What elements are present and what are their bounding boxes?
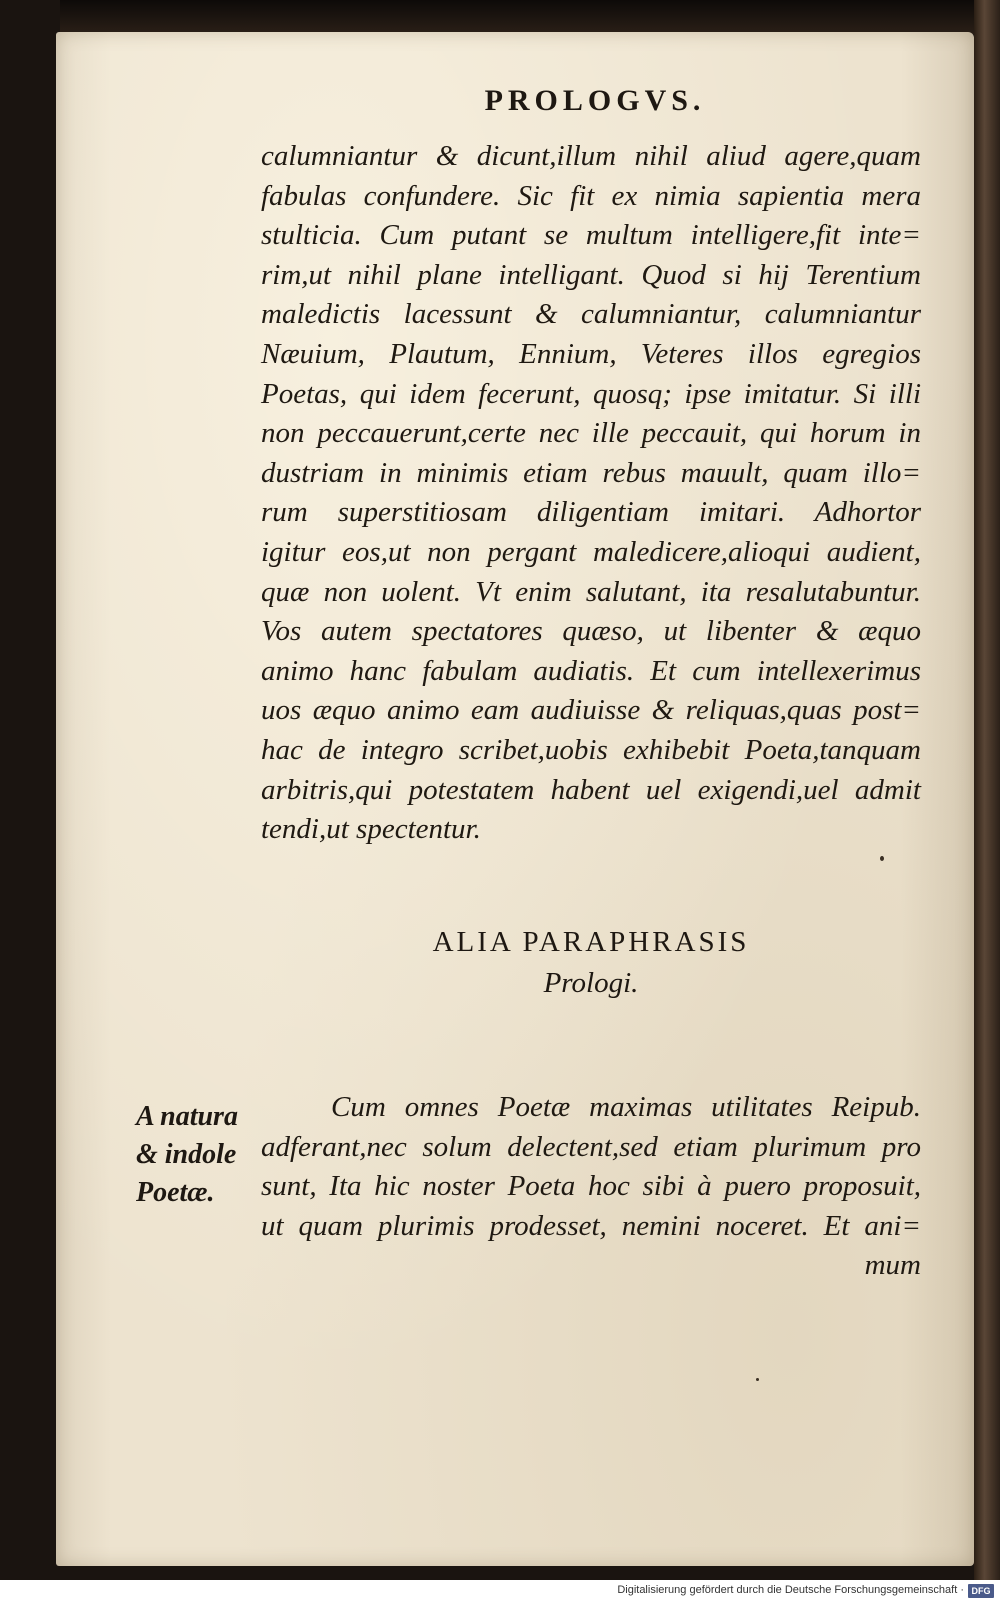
margin-note-line: Poetæ. [136,1177,215,1208]
text-line: sunt, Ita hic noster Poeta hoc sibi à puero proposuit, [261,1170,921,1203]
text-line: Poetas, qui idem fecerunt, quosq; ipse imitatur. Si illi [261,377,921,410]
paraphrasis-paragraph [261,1088,921,1286]
text-line: non peccauerunt,certe nec ille peccauit, qui horum in [261,417,921,450]
book-page [56,32,974,1566]
margin-note-line: & indole [136,1139,237,1170]
text-line: Næuium, Plautum, Ennium, Veteres illos egregios [261,337,921,370]
text-line: igitur eos,ut non pergant maledicere,alioqui audient, [261,535,921,568]
text-line: fabulas confundere. Sic fit ex nimia sapientia mera [261,179,921,212]
text-line: Vos autem spectatores quæso, ut libenter & æquo [261,615,921,648]
text-line: rum superstitiosam diligentiam imitari. Adhortor [261,496,921,529]
text-line: stulticia. Cum putant se multum intelligere,fit inte= [261,219,921,252]
footer-bar [0,1580,1000,1604]
margin-note [136,1098,266,1212]
text-line: hac de integro scribet,uobis exhibebit Poeta,tanquam [261,733,921,766]
text-line: maledictis lacessunt & calumniantur, calumniantur [261,298,921,331]
prologue-paragraph [261,137,921,850]
binding-edge [974,0,1000,1580]
dfg-logo-icon: DFG [968,1584,994,1598]
text-line: tendi,ut spectentur. [261,813,481,846]
section-subtitle: Prologi. [543,967,639,999]
text-line: arbitris,qui potestatem habent uel exigendi,uel admit [261,773,921,806]
text-line: Cum omnes Poetæ maximas utilitates Reipub. [331,1091,921,1123]
section-title: ALIA PARAPHRASIS [432,926,750,958]
text-line: adferant,nec solum delectent,sed etiam plurimum pro [261,1130,921,1163]
text-line: dustriam in minimis etiam rebus mauult, quam illo= [261,456,921,489]
ink-speck [756,1378,759,1381]
footer-credit: Digitalisierung gefördert durch die Deutsche Forschungsgemeinschaft · [617,1584,964,1596]
catchword: mum [864,1249,921,1282]
page-top-edge [60,0,974,34]
margin-note-line: A natura [136,1101,238,1132]
text-line: ut quam plurimis prodesset, nemini noceret. Et ani= [261,1209,921,1242]
text-line: uos æquo animo eam audiuisse & reliquas,quas post= [261,694,921,727]
running-head: PROLOGVS. [484,84,706,117]
text-line: rim,ut nihil plane intelligant. Quod si hij Terentium [261,258,921,291]
text-line: quæ non uolent. Vt enim salutant, ita resalutabuntur. [261,575,921,608]
text-line: animo hanc fabulam audiatis. Et cum intellexerimus [261,654,921,687]
text-line: calumniantur & dicunt,illum nihil aliud agere,quam [261,140,921,172]
ink-speck [880,856,884,861]
